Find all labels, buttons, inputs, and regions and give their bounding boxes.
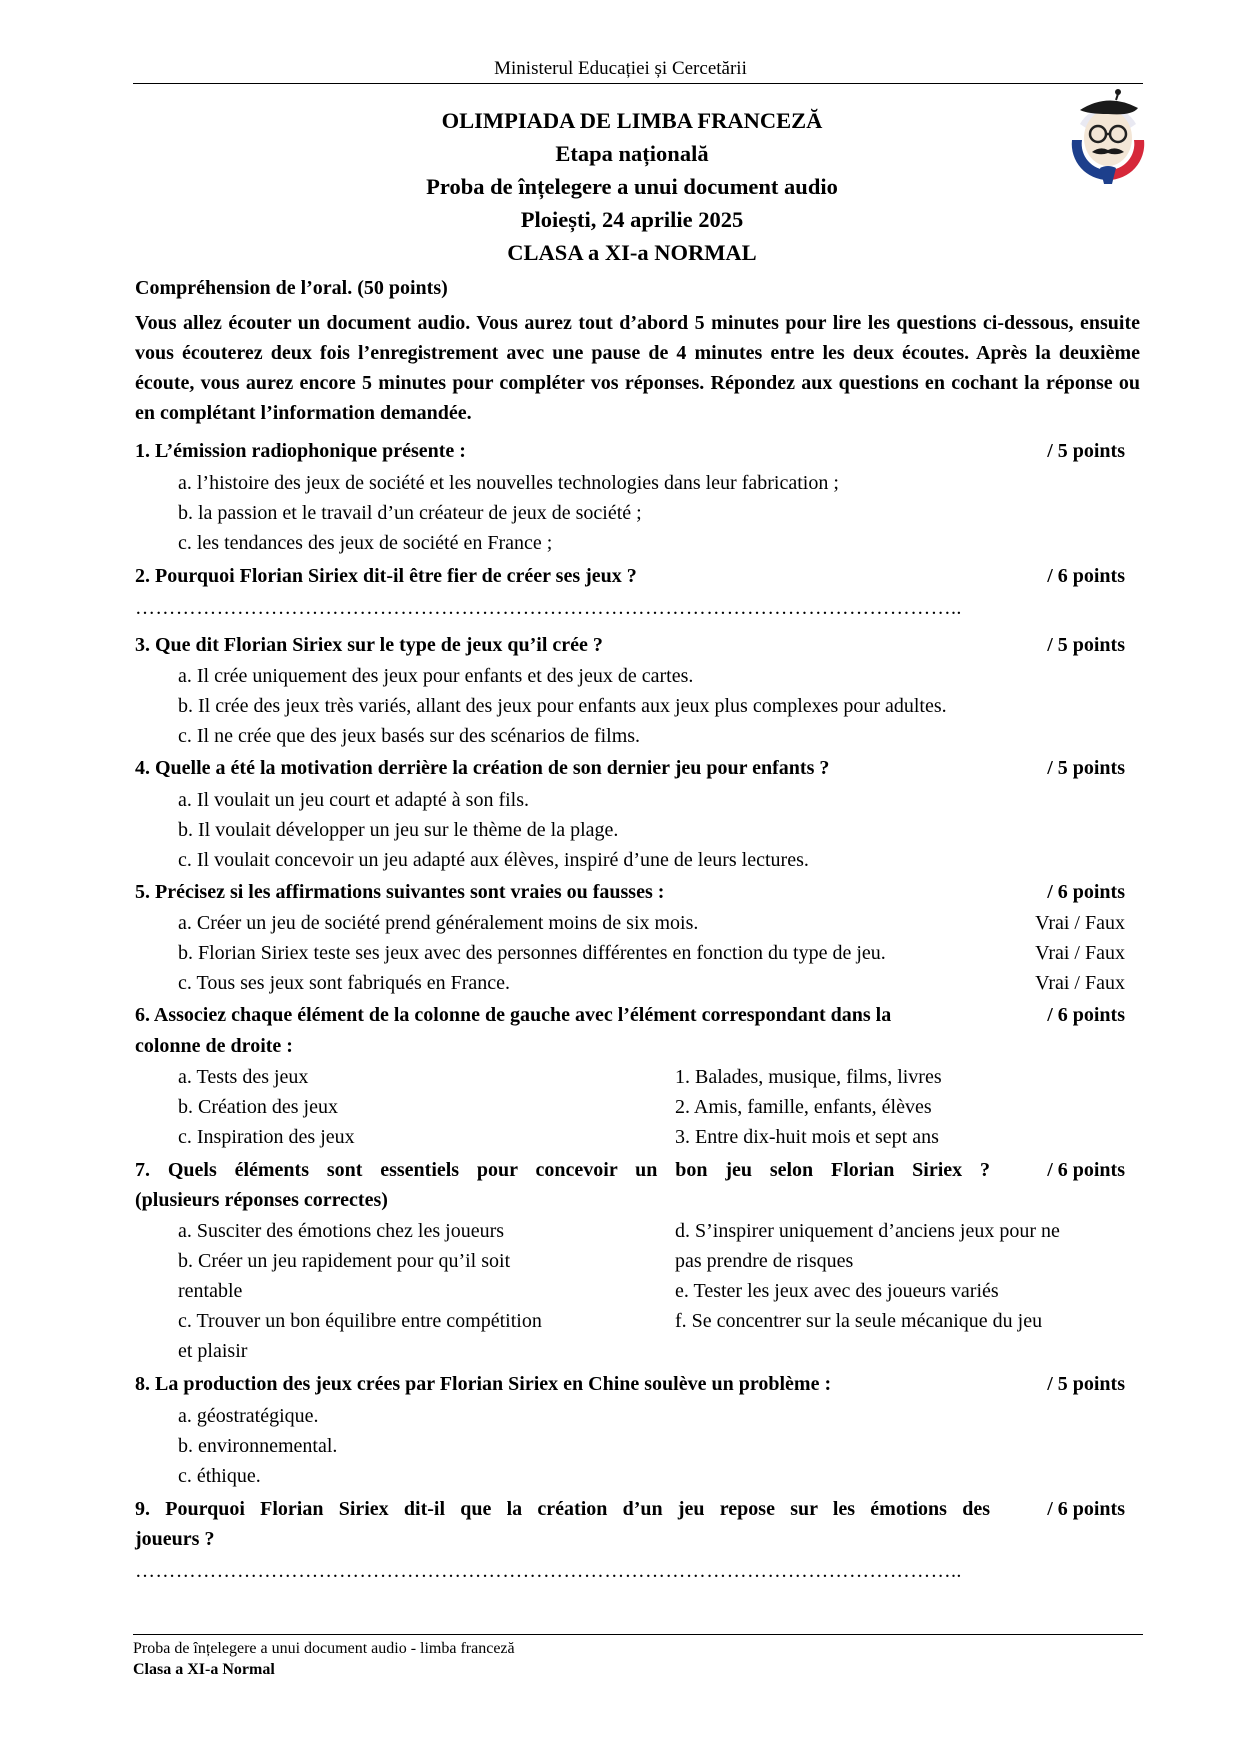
question-7: 7. Quels éléments sont essentiels pour concevoir un bon jeu selon Florian Siriex ? — [135, 1159, 990, 1181]
question-7-option-a[interactable]: a. Susciter des émotions chez les joueurs — [178, 1220, 505, 1242]
question-3: 3. Que dit Florian Siriex sur le type de jeux qu’il crée ? — [135, 634, 603, 656]
question-6-left-a: a. Tests des jeux — [178, 1066, 309, 1088]
ministry-header: Ministerul Educației și Cercetării — [494, 58, 747, 79]
question-5-statement-a: a. Créer un jeu de société prend généralement moins de six mois. — [178, 912, 699, 934]
exam-title: Proba de înțelegere a unui document audio — [426, 174, 838, 199]
question-2-points: / 6 points — [1047, 565, 1125, 587]
question-6-left-c: c. Inspiration des jeux — [178, 1126, 355, 1148]
question-3-points: / 5 points — [1047, 634, 1125, 656]
question-9: 9. Pourquoi Florian Siriex dit-il que la création d’un jeu repose sur les émotions des — [135, 1498, 990, 1520]
question-7-points: / 6 points — [1047, 1159, 1125, 1181]
question-1-points: / 5 points — [1047, 440, 1125, 462]
question-8-option-b[interactable]: b. environnemental. — [178, 1435, 338, 1457]
question-6: 6. Associez chaque élément de la colonne de gauche avec l’élément correspondant dans la — [135, 1004, 892, 1026]
olympiad-logo — [1060, 80, 1156, 192]
question-8-option-c[interactable]: c. éthique. — [178, 1465, 261, 1487]
question-6-right-3: 3. Entre dix-huit mois et sept ans — [675, 1126, 939, 1148]
question-5-statement-c: c. Tous ses jeux sont fabriqués en France. — [178, 972, 511, 994]
question-6-right-1: 1. Balades, musique, films, livres — [675, 1066, 942, 1088]
question-7-option-c-cont: et plaisir — [178, 1340, 248, 1362]
question-7-option-d[interactable]: d. S’inspirer uniquement d’anciens jeux pour ne — [675, 1220, 1060, 1242]
question-3-option-a[interactable]: a. Il crée uniquement des jeux pour enfants et des jeux de cartes. — [178, 665, 694, 687]
question-5-true-false-b[interactable]: Vrai / Faux — [1035, 942, 1125, 964]
question-4-option-c[interactable]: c. Il voulait concevoir un jeu adapté aux élèves, inspiré d’une de leurs lectures. — [178, 849, 809, 871]
question-8-option-a[interactable]: a. géostratégique. — [178, 1405, 319, 1427]
question-4: 4. Quelle a été la motivation derrière la création de son dernier jeu pour enfants ? — [135, 757, 830, 779]
question-7-option-b[interactable]: b. Créer un jeu rapidement pour qu’il soit — [178, 1250, 511, 1272]
question-7-line2: (plusieurs réponses correctes) — [135, 1189, 388, 1211]
question-5: 5. Précisez si les affirmations suivantes sont vraies ou fausses : — [135, 881, 665, 903]
class-title: CLASA a XI-a NORMAL — [507, 240, 757, 265]
question-5-statement-b: b. Florian Siriex teste ses jeux avec des personnes différentes en fonction du type de jeu. — [178, 942, 886, 964]
question-3-option-c[interactable]: c. Il ne crée que des jeux basés sur des scénarios de films. — [178, 725, 641, 747]
question-9-points: / 6 points — [1047, 1498, 1125, 1520]
question-7-option-f[interactable]: f. Se concentrer sur la seule mécanique du jeu — [675, 1310, 1043, 1332]
question-1: 1. L’émission radiophonique présente : — [135, 440, 466, 462]
footer-class: Clasa a XI-a Normal — [133, 1661, 275, 1678]
question-3-option-b[interactable]: b. Il crée des jeux très variés, allant des jeux pour enfants aux jeux plus complexes pour adultes. — [178, 695, 947, 717]
question-9-answer-line[interactable]: ………………………………………………………………………………………………………….. — [135, 1560, 962, 1582]
footer-divider — [133, 1634, 1143, 1635]
question-2-answer-line[interactable]: ………………………………………………………………………………………………………….. — [135, 597, 962, 619]
question-1-option-c[interactable]: c. les tendances des jeux de société en France ; — [178, 532, 553, 554]
section-heading: Compréhension de l’oral. (50 points) — [135, 277, 448, 299]
exam-date: Ploiești, 24 aprilie 2025 — [520, 207, 744, 232]
question-8-points: / 5 points — [1047, 1373, 1125, 1395]
question-7-option-e[interactable]: e. Tester les jeux avec des joueurs variés — [675, 1280, 999, 1302]
question-6-line2: colonne de droite : — [135, 1035, 293, 1057]
question-4-option-a[interactable]: a. Il voulait un jeu court et adapté à son fils. — [178, 789, 530, 811]
question-7-option-b-cont: rentable — [178, 1280, 243, 1302]
question-5-true-false-a[interactable]: Vrai / Faux — [1035, 912, 1125, 934]
question-6-points: / 6 points — [1047, 1004, 1125, 1026]
question-6-left-b: b. Création des jeux — [178, 1096, 338, 1118]
instructions-paragraph: Vous allez écouter un document audio. Vous aurez tout d’abord 5 minutes pour lire les questions ci-dessous, ensuite vous écouterez deux fois l’enregistrement avec une pause de 4 minutes entre les deux écoutes. Après la deuxième écoute, vous aurez encore 5 minutes pour compléter vos réponses. Répondez aux questions en cochant la réponse ou en complétant l’information demandée. — [135, 312, 1140, 424]
question-2: 2. Pourquoi Florian Siriex dit-il être fier de créer ses jeux ? — [135, 565, 637, 587]
question-4-points: / 5 points — [1047, 757, 1125, 779]
question-8: 8. La production des jeux crées par Florian Siriex en Chine soulève un problème : — [135, 1373, 832, 1395]
stage-title: Etapa națională — [555, 141, 709, 166]
question-4-option-b[interactable]: b. Il voulait développer un jeu sur le thème de la plage. — [178, 819, 619, 841]
question-1-option-b[interactable]: b. la passion et le travail d’un créateur de jeux de société ; — [178, 502, 642, 524]
footer-exam-name: Proba de înțelegere a unui document audio - limba franceză — [133, 1640, 515, 1657]
question-5-true-false-c[interactable]: Vrai / Faux — [1035, 972, 1125, 994]
question-6-right-2: 2. Amis, famille, enfants, élèves — [675, 1096, 932, 1118]
page-title: OLIMPIADA DE LIMBA FRANCEZĂ — [441, 108, 823, 133]
question-7-option-c[interactable]: c. Trouver un bon équilibre entre compétition — [178, 1310, 542, 1332]
question-9-line2: joueurs ? — [135, 1528, 215, 1550]
question-1-option-a[interactable]: a. l’histoire des jeux de société et les nouvelles technologies dans leur fabrication ; — [178, 472, 839, 494]
question-5-points: / 6 points — [1047, 881, 1125, 903]
question-7-option-d-cont: pas prendre de risques — [675, 1250, 854, 1272]
header-divider — [133, 83, 1143, 84]
